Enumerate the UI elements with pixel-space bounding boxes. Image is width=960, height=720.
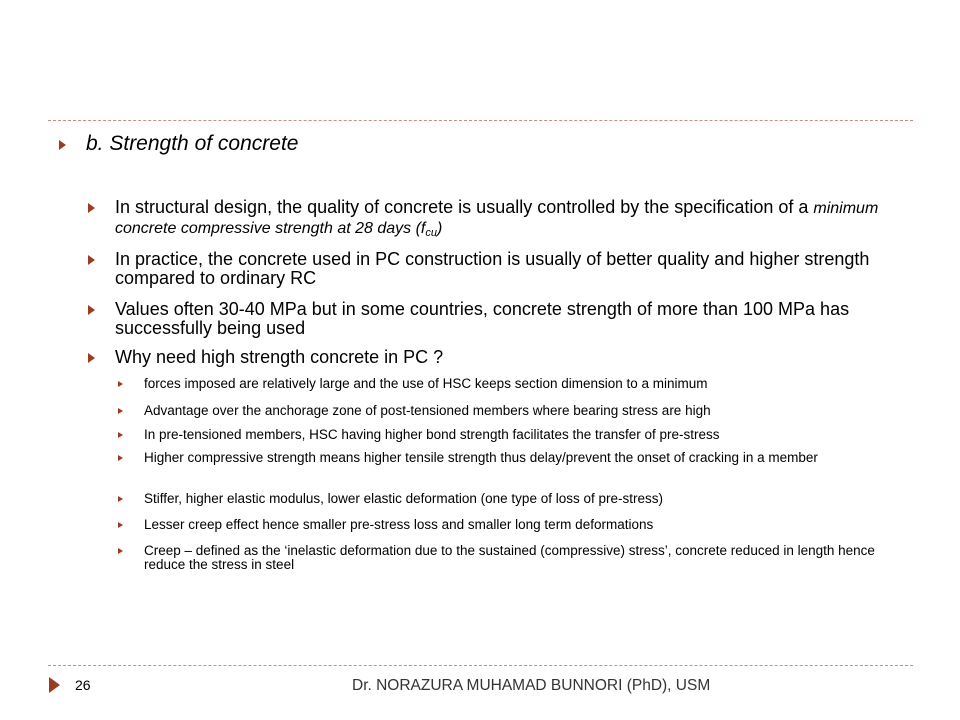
top-divider [48, 120, 913, 121]
sub-bullet-text: Higher compressive strength means higher tensile strength thus delay/prevent the onset of cracking in a member [144, 450, 818, 465]
sub-list-item [118, 544, 908, 572]
list-item [88, 198, 898, 243]
bullet-arrow-icon [118, 522, 123, 528]
list-item [88, 348, 898, 367]
bullet-text: Why need high strength concrete in PC ? [115, 347, 444, 367]
bullet-text: In structural design, the quality of concrete is usually controlled by the specification of a [115, 197, 814, 217]
sub-bullet-text: In pre-tensioned members, HSC having higher bond strength facilitates the transfer of pre-stress [144, 427, 720, 442]
sub-list-item [118, 451, 908, 465]
sub-list-item [118, 404, 908, 418]
sub-bullet-text: Lesser creep effect hence smaller pre-stress loss and smaller long term deformations [144, 517, 654, 532]
bullet-italic-text: minimum concrete compressive strength at 28 days (f [115, 200, 879, 237]
bullet-arrow-icon [118, 548, 123, 554]
bullet-arrow-icon [88, 353, 95, 363]
bullet-arrow-icon [118, 381, 123, 387]
slide-heading [59, 132, 298, 156]
bullet-arrow-icon [59, 140, 66, 150]
sub-list-item [118, 492, 908, 506]
bottom-divider [48, 665, 913, 666]
bullet-arrow-icon [88, 203, 95, 213]
footer-arrow-icon [49, 677, 60, 693]
bullet-arrow-icon [88, 255, 95, 265]
sub-bullet-text: forces imposed are relatively large and the use of HSC keeps section dimension to a minimum [144, 376, 708, 391]
bullet-arrow-icon [118, 455, 123, 461]
bullet-arrow-icon [118, 496, 123, 502]
bullet-arrow-icon [118, 432, 123, 438]
sub-bullet-text: Stiffer, higher elastic modulus, lower elastic deformation (one type of loss of pre-stress) [144, 491, 663, 506]
bullet-text: In practice, the concrete used in PC construction is usually of better quality and higher strength compared to ordinary RC [115, 249, 870, 288]
sub-bullet-text: Creep – defined as the ‘inelastic deformation due to the sustained (compressive) stress’, concrete reduced in length hence reduce the stress in steel [144, 543, 875, 572]
bullet-arrow-icon [88, 305, 95, 315]
bullet-text: Values often 30-40 MPa but in some countries, concrete strength of more than 100 MPa has successfully being used [115, 299, 850, 338]
sub-list-item [118, 428, 908, 442]
bullet-arrow-icon [118, 408, 123, 414]
bullet-italic-text: ) [437, 220, 443, 237]
sub-list-item [118, 377, 908, 391]
list-item [88, 250, 898, 288]
heading-text: b. Strength of concrete [86, 132, 299, 155]
subscript-text: cu [425, 227, 437, 239]
sub-bullet-text: Advantage over the anchorage zone of post-tensioned members where bearing stress are high [144, 403, 711, 418]
list-item [88, 300, 898, 338]
page-number: 26 [75, 677, 91, 693]
sub-list-item [118, 518, 908, 532]
footer-author: Dr. NORAZURA MUHAMAD BUNNORI (PhD), USM [352, 677, 711, 694]
